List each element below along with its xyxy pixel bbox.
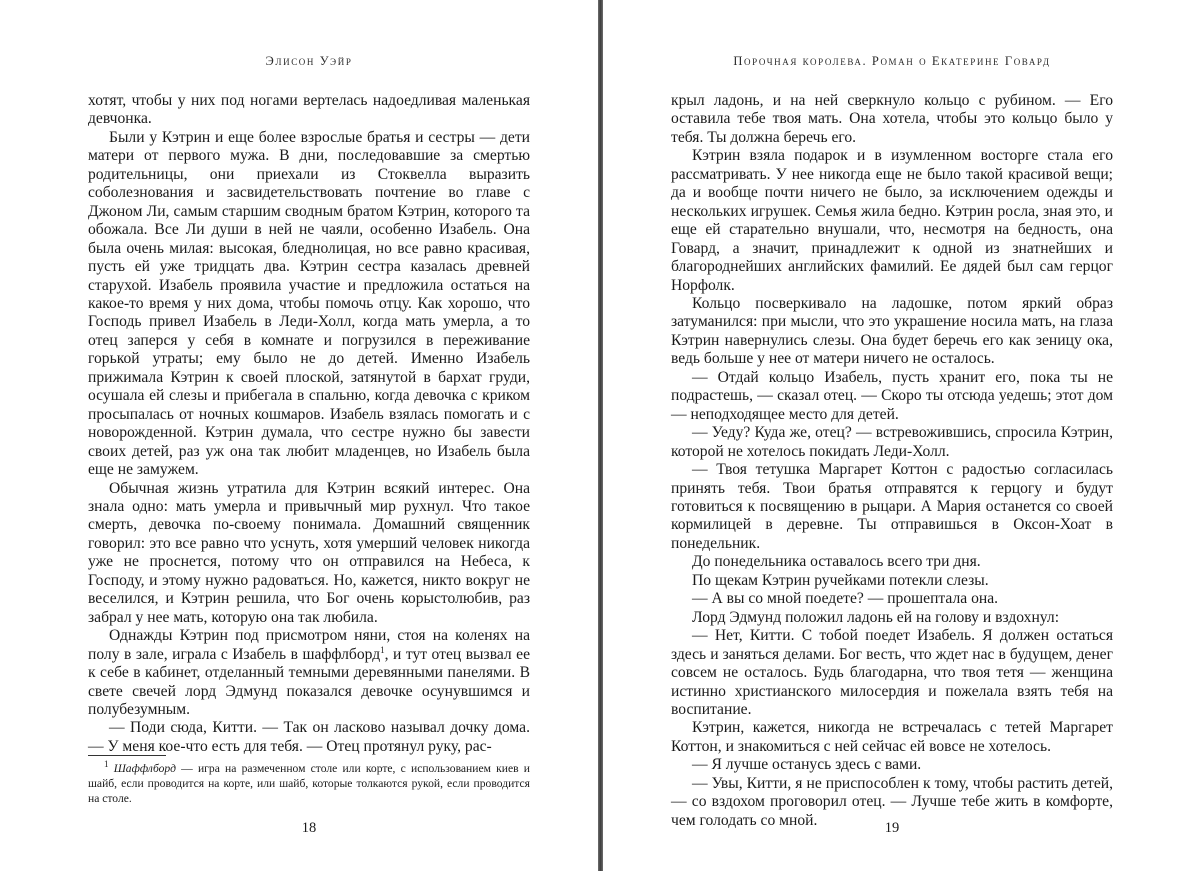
paragraph: — Уеду? Куда же, отец? — встревожившись, спросила Кэтрин, которой не хотелось покидать Леди-Холл. [671,424,1113,460]
running-head-author: Элисон Уэйр [265,54,353,68]
paragraph-text: Однажды Кэтрин под присмотром няни, стоя на коленях на полу в зале, играла с Изабель в шаффлборд [88,627,530,663]
running-head-title: Порочная королева. Роман о Екатерине Говард [733,54,1051,68]
paragraph: крыл ладонь, и на ней сверкнуло кольцо с рубином. — Его оставила тебе твоя мать. Она хотела, чтобы это кольцо было у тебя. Ты должна беречь его. [671,92,1113,146]
paragraph: До понедельника оставалось всего три дня. [692,553,981,571]
paragraph: По щекам Кэтрин ручейками потекли слезы. [692,571,989,589]
right-page [603,0,1197,871]
paragraph: — Твоя тетушка Маргарет Коттон с радостью согласилась принять тебя. Твои братья отправятся к герцогу и будут готовиться к посвящению в рыцари. А Мария останется со своей кормилицей в деревне. Ты отправишься в Оксон-Хоат в понедельник. [671,461,1113,552]
paragraph: Кольцо посверкивало на ладошке, потом яркий образ затуманился: при мысли, что это украшение носила мать, на глаза Кэтрин навернулись слезы. Она будет беречь его как зеницу ока, ведь больше у нее от матери ничего не осталось. [671,294,1113,368]
right-page-text [671,92,1113,830]
paragraph: — А вы со мной поедете? — прошептала она. [692,590,999,608]
paragraph: — Я лучше останусь здесь с вами. [692,756,922,774]
page-number: 19 [884,820,900,836]
paragraph: Обычная жизнь утратила для Кэтрин всякий интерес. Она знала одно: мать умерла и привычный мир рухнул. Что такое смерть, девочка по-своему понимала. Домашний священник говорил: это все равно что уснуть, хотя умерший человек никогда уже не проснется, потому что он отправился на Небеса, к Господу, и этому нужно радоваться. Но, кажется, никто вокруг не веселился, и Кэтрин решила, что Бог очень корыстолюбив, раз забрал у нее мать, которую она так любила. [88,479,530,626]
paragraph: Кэтрин взяла подарок и в изумленном восторге стала его рассматривать. У нее никогда еще не было такой красивой вещи; да и вообще почти ничего не было, за исключением одежды и нескольких игрушек. Семья жила бедно. Кэтрин росла, зная это, и еще ей старательно внушали, что, несмотря на бедность, она Говард, а значит, принадлежит к одной из знатнейших и благороднейших английских фамилий. Ее дядей был сам герцог Норфолк. [671,147,1113,294]
footnote-text: — игра на размеченном столе или корте, с использованием киев и шайб, если проводится на корте, или шайб, которые толкаются рукой, если проводится на столе. [88,762,530,805]
paragraph-with-footnote-ref [88,627,530,719]
footnote-reference: 1 [380,644,385,655]
footnote-number: 1 [104,759,109,770]
paragraph: — Поди сюда, Китти. — Так он ласково называл дочку дома. — У меня кое-что есть для тебя. — Отец протянул руку, рас- [88,719,530,755]
left-page [0,0,598,871]
paragraph: хотят, чтобы у них под ногами вертелась надоедливая маленькая девчонка. [88,92,530,128]
paragraph: Были у Кэтрин и еще более взрослые братья и сестры — дети матери от первого мужа. В дни, последовавшие за смертью родительницы, они приехали из Стоквелла выразить соболезнования и засвидетельствовать почтение во главе с Джоном Ли, самым старшим сводным братом Кэтрин, которого та обожала. Все Ли души в ней не чаяли, особенно Изабель. Она была очень милая: высокая, бледнолицая, но все равно красивая, пусть ей уже тридцать два. Кэтрин сестра казалась древней старухой. Изабель проявила участие и предложила остаться на какое-то время у них дома, чтобы помочь отцу. Как хорошо, что Господь привел Изабель в Леди-Холл, когда мать умерла, а то отец заперся у себя в комнате и погрузился в переживание горькой утраты; ему было не до детей. Именно Изабель прижимала Кэтрин к своей плоской, затянутой в бархат груди, осушала ей слезы и прибегала в спальню, когда девочка с криком просыпалась от ночных кошмаров. Изабель взялась помогать и с новорожденной. Кэтрин думала, что сестре нужно бы завести своих детей, раз уж она так любит младенцев, но Изабель была еще не замужем. [88,128,530,479]
left-page-text [88,92,530,756]
footnote-divider [88,755,166,756]
paragraph: — Увы, Китти, я не приспособлен к тому, чтобы растить детей, — со вздохом проговорил отец. — Лучше тебе жить в комфорте, чем голодать со мной. [671,774,1113,829]
footnote [88,759,530,806]
paragraph: Кэтрин, кажется, никогда не встречалась с тетей Маргарет Коттон, и знакомиться с ней сейчас ей вовсе не хотелось. [671,719,1113,755]
footnote-term: Шаффлборд [113,762,176,775]
paragraph: Лорд Эдмунд положил ладонь ей на голову и вздохнул: [692,608,1060,626]
paragraph: — Отдай кольцо Изабель, пусть хранит его, пока ты не подрастешь, — сказал отец. — Скоро ты отсюда уедешь; этот дом — неподходящее место для детей. [671,368,1113,423]
paragraph-text: , и тут отец вызвал ее к себе в кабинет, отделанный темными деревянными панелями. В свете свечей лорд Эдмунд показался девочке осунувшимся и полубезумным. [88,645,531,718]
paragraph: — Нет, Китти. С тобой поедет Изабель. Я должен остаться здесь и заняться делами. Бог весть, что ждет нас в будущем, денег совсем не осталось. Будь благодарна, что твоя тетя — женщина истинно христианского милосердия и пожелала взять тебя на воспитание. [671,627,1113,718]
page-number: 18 [301,820,317,836]
